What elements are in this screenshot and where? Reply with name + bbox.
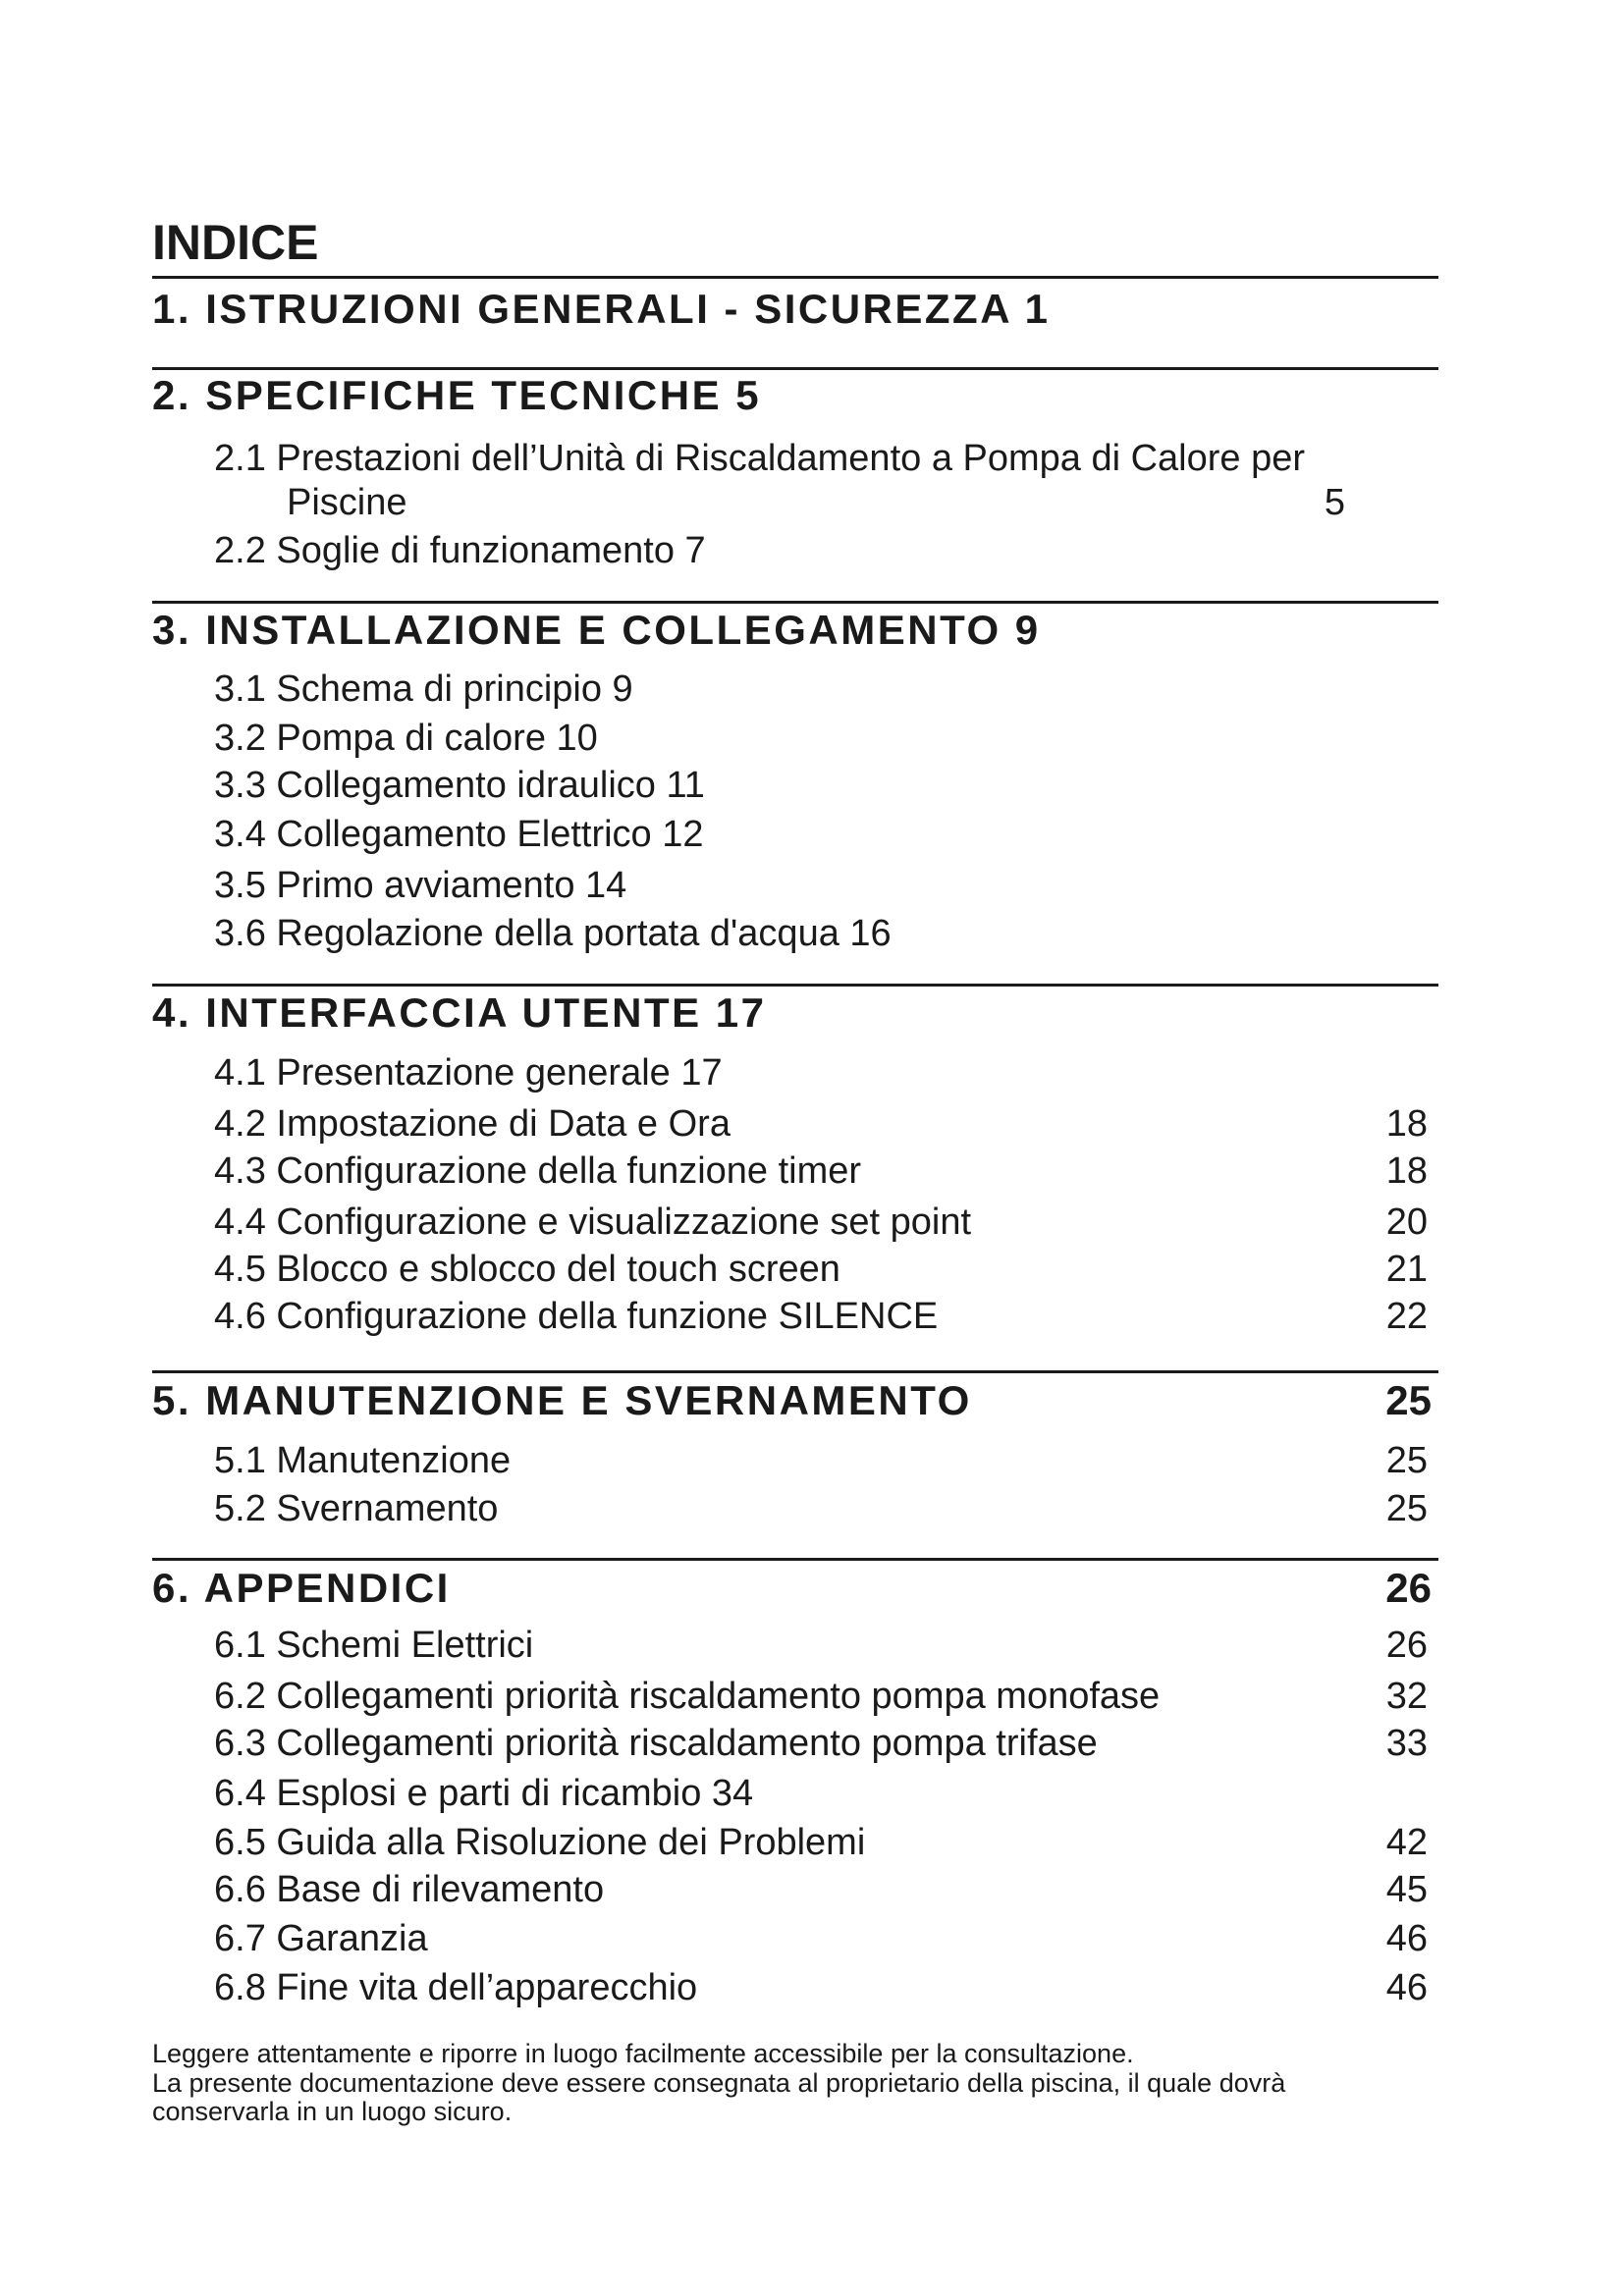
toc-item: 4.4 Configurazione e visualizzazione set point <box>214 1201 972 1243</box>
divider <box>152 1558 1438 1561</box>
footer-note: conservarla in un luogo sicuro. <box>152 2097 513 2126</box>
toc-item: 6.7 Garanzia <box>214 1918 428 1959</box>
toc-item-page: 33 <box>1385 1723 1428 1764</box>
toc-item: 5.2 Svernamento <box>214 1488 499 1529</box>
toc-item: 3.1 Schema di principio 9 <box>214 668 633 710</box>
toc-item-page: 46 <box>1385 1918 1428 1959</box>
toc-item-page: 22 <box>1385 1296 1428 1337</box>
toc-item-2-1: 2.1 Prestazioni dell’Unità di Riscaldamento a Pompa di Calore per <box>214 438 1306 479</box>
section-4-heading: 4. INTERFACCIA UTENTE 17 <box>152 989 767 1036</box>
section-5-page: 25 <box>1385 1377 1432 1423</box>
toc-item: 6.1 Schemi Elettrici <box>214 1625 534 1666</box>
toc-item-page: 26 <box>1385 1625 1428 1666</box>
toc-item-page: 42 <box>1385 1822 1428 1863</box>
toc-item-page: 25 <box>1385 1440 1428 1481</box>
divider <box>152 367 1438 370</box>
toc-item: 5.1 Manutenzione <box>214 1440 512 1481</box>
section-3-heading: 3. INSTALLAZIONE E COLLEGAMENTO 9 <box>152 607 1041 653</box>
toc-item-page: 25 <box>1385 1488 1428 1529</box>
toc-item: 6.4 Esplosi e parti di ricambio 34 <box>214 1773 754 1814</box>
toc-item: 6.3 Collegamenti priorità riscaldamento pompa trifase <box>214 1723 1098 1764</box>
toc-item: 3.4 Collegamento Elettrico 12 <box>214 814 704 855</box>
footer-note: La presente documentazione deve essere consegnata al proprietario della piscina, il quale dovrà <box>152 2068 1286 2098</box>
section-5-heading: 5. MANUTENZIONE E SVERNAMENTO <box>152 1377 972 1423</box>
toc-item-page: 20 <box>1385 1201 1428 1243</box>
toc-item-page: 18 <box>1385 1150 1428 1192</box>
section-6-page: 26 <box>1385 1565 1432 1611</box>
toc-item-page: 32 <box>1385 1676 1428 1717</box>
toc-item: 3.6 Regolazione della portata d'acqua 16 <box>214 913 892 954</box>
toc-item: 4.2 Impostazione di Data e Ora <box>214 1103 731 1145</box>
toc-item: 6.5 Guida alla Risoluzione dei Problemi <box>214 1822 866 1863</box>
divider <box>152 601 1438 604</box>
toc-item-2-1-page: 5 <box>1324 482 1345 523</box>
section-1-heading: 1. ISTRUZIONI GENERALI - SICUREZZA 1 <box>152 286 1051 332</box>
divider <box>152 1370 1438 1373</box>
divider <box>152 276 1438 279</box>
toc-item: 3.5 Primo avviamento 14 <box>214 865 627 906</box>
divider <box>152 984 1438 987</box>
toc-item: 4.6 Configurazione della funzione SILENCE <box>214 1296 939 1337</box>
toc-item-2-2: 2.2 Soglie di funzionamento 7 <box>214 530 706 571</box>
toc-item-page: 21 <box>1385 1249 1428 1290</box>
toc-item: 6.6 Base di rilevamento <box>214 1869 605 1910</box>
footer-note: Leggere attentamente e riporre in luogo facilmente accessibile per la consultazione. <box>152 2039 1134 2068</box>
toc-item: 4.3 Configurazione della funzione timer <box>214 1150 862 1192</box>
section-2-heading: 2. SPECIFICHE TECNICHE 5 <box>152 372 762 418</box>
toc-item: 6.2 Collegamenti priorità riscaldamento pompa monofase <box>214 1676 1161 1717</box>
toc-item: 6.8 Fine vita dell’apparecchio <box>214 1967 698 2008</box>
toc-item: 4.1 Presentazione generale 17 <box>214 1052 723 1094</box>
section-6-heading: 6. APPENDICI <box>152 1565 451 1611</box>
toc-item-2-1-cont: Piscine <box>287 482 407 523</box>
toc-item: 3.2 Pompa di calore 10 <box>214 718 598 759</box>
page-title: INDICE <box>152 215 319 270</box>
toc-item-page: 46 <box>1385 1967 1428 2008</box>
toc-item: 3.3 Collegamento idraulico 11 <box>214 765 705 806</box>
toc-item-page: 45 <box>1385 1869 1428 1910</box>
toc-item-page: 18 <box>1385 1103 1428 1145</box>
toc-item: 4.5 Blocco e sblocco del touch screen <box>214 1249 840 1290</box>
